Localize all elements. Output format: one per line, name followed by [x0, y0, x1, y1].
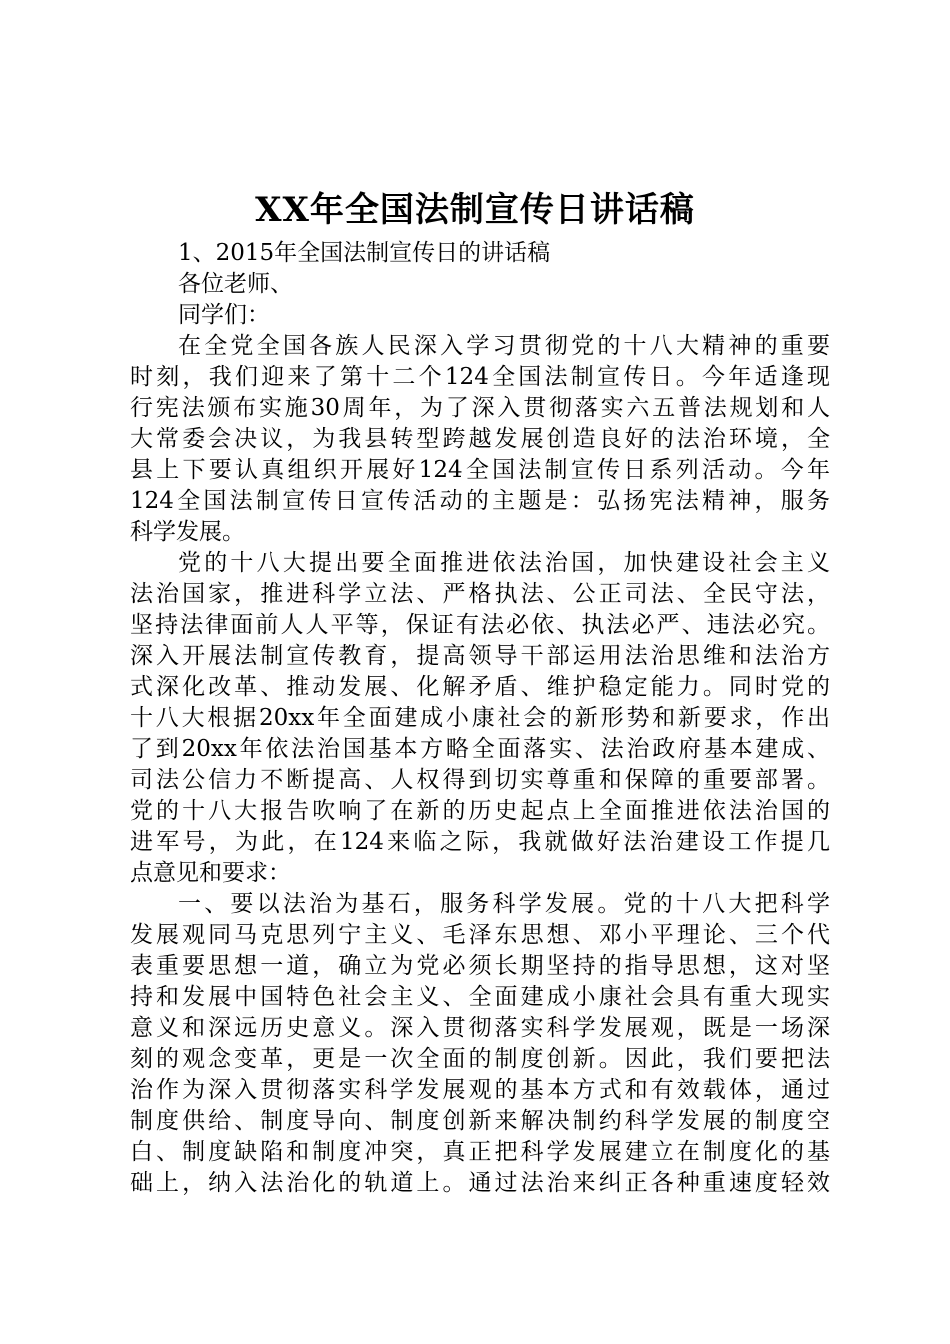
text-line: 法治国家，推进科学立法、严格执法、公正司法、全民守法， — [130, 581, 830, 607]
text-line: 础上，纳入法治化的轨道上。通过法治来纠正各种重速度轻效 — [130, 1170, 830, 1196]
text-line: 意义和深远历史意义。深入贯彻落实科学发展观，既是一场深 — [130, 1015, 830, 1041]
text-line: 深入开展法制宣传教育，提高领导干部运用法治思维和法治方 — [130, 643, 830, 669]
text-line: 白、制度缺陷和制度冲突，真正把科学发展建立在制度化的基 — [130, 1139, 830, 1165]
text-line: 表重要思想一道，确立为党必须长期坚持的指导思想，这对坚 — [130, 953, 830, 979]
text-line: 发展观同马克思列宁主义、毛泽东思想、邓小平理论、三个代 — [130, 922, 830, 948]
text-line: 持和发展中国特色社会主义、全面建成小康社会具有重大现实 — [130, 984, 830, 1010]
document-title: XX年全国法制宣传日讲话稿 — [255, 190, 695, 230]
text-line: 了到20xx年依法治国基本方略全面落实、法治政府基本建成、 — [130, 736, 830, 762]
text-line: 1、2015年全国法制宣传日的讲话稿 — [178, 240, 551, 266]
text-line: 十八大根据20xx年全面建成小康社会的新形势和新要求，作出 — [130, 705, 830, 731]
text-line: 科学发展。 — [130, 519, 245, 545]
text-line: 制度供给、制度导向、制度创新来解决制约科学发展的制度空 — [130, 1108, 830, 1134]
text-line: 刻的观念变革，更是一次全面的制度创新。因此，我们要把法 — [130, 1046, 830, 1072]
text-line: 式深化改革、推动发展、化解矛盾、维护稳定能力。同时党的 — [130, 674, 830, 700]
text-line: 各位老师、 — [178, 271, 293, 297]
text-line: 124全国法制宣传日宣传活动的主题是：弘扬宪法精神，服务 — [130, 488, 830, 514]
text-line: 在全党全国各族人民深入学习贯彻党的十八大精神的重要 — [178, 333, 830, 359]
text-line: 点意见和要求： — [130, 860, 291, 886]
text-line: 党的十八大报告吹响了在新的历史起点上全面推进依法治国的 — [130, 798, 830, 824]
text-line: 党的十八大提出要全面推进依法治国，加快建设社会主义 — [178, 550, 830, 576]
document-body — [130, 238, 830, 1199]
text-line: 行宪法颁布实施30周年，为了深入贯彻落实六五普法规划和人 — [130, 395, 830, 421]
text-line: 同学们： — [178, 302, 270, 328]
text-line: 治作为深入贯彻落实科学发展观的基本方式和有效载体，通过 — [130, 1077, 830, 1103]
text-line: 时刻，我们迎来了第十二个124全国法制宣传日。今年适逢现 — [130, 364, 830, 390]
text-line: 大常委会决议，为我县转型跨越发展创造良好的法治环境，全 — [130, 426, 830, 452]
text-line: 县上下要认真组织开展好124全国法制宣传日系列活动。今年 — [130, 457, 830, 483]
text-line: 一、要以法治为基石，服务科学发展。党的十八大把科学 — [178, 891, 830, 917]
text-line: 司法公信力不断提高、人权得到切实尊重和保障的重要部署。 — [130, 767, 830, 793]
text-line: 坚持法律面前人人平等，保证有法必依、执法必严、违法必究。 — [130, 612, 830, 638]
text-line: 进军号，为此，在124来临之际，我就做好法治建设工作提几 — [130, 829, 830, 855]
